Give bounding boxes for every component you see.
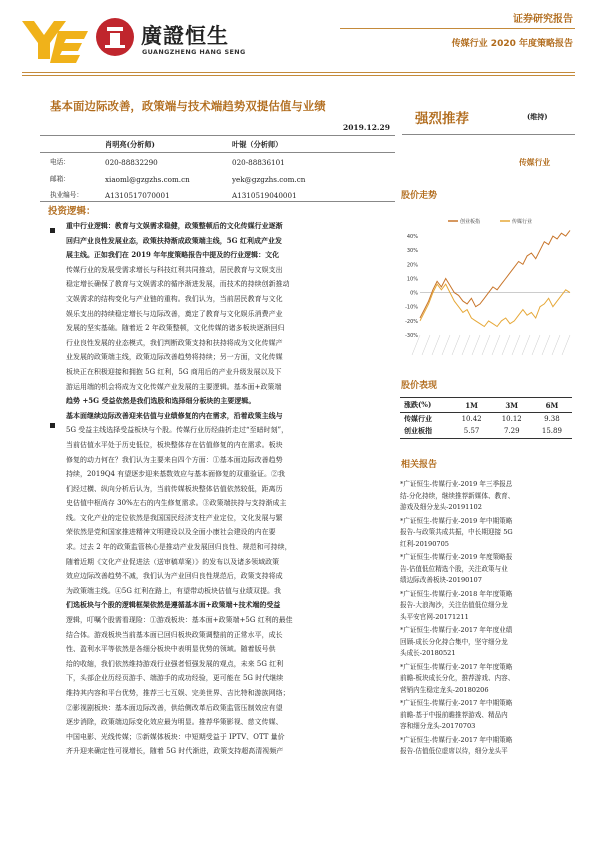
body-line: 娱乐支出的持续稳定增长与边际改善，奠定了教育与文化娱乐消费产业 xyxy=(66,309,283,318)
body-line: 行业良性发展的业态模式，我们判断政策支持和扶持将成为文化传媒产 xyxy=(66,338,283,347)
legend-label: 传媒行业 xyxy=(512,219,533,225)
body-line: 荣依然是党和国家推进精神文明建设以及全面小康社会建设的内在要 xyxy=(66,528,276,537)
legend-label: 创业板指 xyxy=(460,219,481,225)
body-line: 随着近期《文化产业促进法（送审稿草案）》的发布以及诸多领域政策 xyxy=(66,557,280,566)
brand-seal-icon xyxy=(96,18,134,56)
body-line: 回归产业良性发展业态，政策扶持渐成政策端主线，5G 红利成产业发 xyxy=(66,235,282,245)
related-report-line: 头平安官网-20171211 xyxy=(400,612,469,621)
body-line: 游运用端的机会将成为文化传媒产业发展的主要逻辑。基本面+政策端 xyxy=(66,382,282,391)
x-tick-mark xyxy=(492,335,500,355)
license-rule xyxy=(40,201,395,202)
body-line: 基本面继续边际改善迎来估值与业绩修复的内在需求，沿着政策主线与 xyxy=(66,410,283,420)
body-line: 们选板块与个股的逻辑框架依然是遵循基本面+政策端+技术端的受益 xyxy=(66,600,281,610)
analyst-name-1: 肖明亮(分析师) xyxy=(105,140,155,149)
perf-row-label: 传媒行业 xyxy=(404,413,432,423)
body-line: 求。过去 2 年的政策监管核心是推动产业发展回归良性、规范和可持续， xyxy=(66,543,292,552)
perf-table xyxy=(400,399,572,439)
related-report-line: 容和细分龙头-20170703 xyxy=(400,722,476,730)
body-line: 性、盈利水平等依然是各细分板块中表明显优势的领域。随着版号供 xyxy=(66,645,276,654)
related-title: 相关报告 xyxy=(401,460,438,470)
body-line: 给的收缩，我们依然维持游戏行业强者恒强发展的观点，未来 5G 红利 xyxy=(66,659,284,668)
body-line: 维持其内容和平台优势，推荐三七互娱、完美世界、吉比特和游族网络； xyxy=(66,689,290,697)
x-tick-mark xyxy=(542,335,550,355)
related-report-line: 营销内生稳定龙头-20180206 xyxy=(400,685,489,694)
perf-row xyxy=(400,425,572,438)
related-report-line: *广证恒生-传媒行业-2017 年年度业绩 xyxy=(400,626,513,634)
body-line: 为政策端主线。④5G 红利在路上，有望带动板块估值与业绩双提。我 xyxy=(66,586,281,595)
perf-rule-top xyxy=(400,397,572,398)
phone-label: 电话： xyxy=(50,158,70,166)
analyst-email-1[interactable]: xiaoml@gzgzhs.com.cn xyxy=(105,175,190,184)
analyst-rule xyxy=(40,152,395,153)
related-report-line: 回顾-成长分化持合集中，坚守细分龙 xyxy=(400,637,508,646)
price-chart xyxy=(398,215,574,363)
report-date: 2019.12.29 xyxy=(343,123,390,132)
x-tick-mark xyxy=(552,335,560,355)
license-label: 执业编号： xyxy=(50,191,83,199)
y-tick-label: -10% xyxy=(405,304,418,311)
perf-header-6m: 6M xyxy=(545,400,559,410)
body-line: 线。文化产业的定位依然是我国国民经济支柱产业定位，文化发展与繁 xyxy=(66,513,283,522)
bullet-1 xyxy=(50,228,55,233)
body-line: 5G 受益主线选择受益板块与个股。传媒行业历经曲折走过“至暗时刻”， xyxy=(66,426,289,435)
perf-cell: 15.89 xyxy=(541,427,562,436)
brand-name-cn: 廣證恒生 xyxy=(141,24,229,48)
series-line xyxy=(420,284,570,326)
body-line: 史估值中枢尚存 30%左右的内生修复需求。③政策端扶持与支持渐成主 xyxy=(66,499,287,508)
brand-logo-mark xyxy=(22,17,92,63)
x-tick-mark xyxy=(462,335,470,355)
y-tick-label: 30% xyxy=(406,248,418,255)
x-tick-mark xyxy=(512,335,520,355)
body-line: 逐步消除，政策端边际变化效应最为明显。推荐华策影视、慈文传媒、 xyxy=(66,718,283,727)
related-reports xyxy=(400,477,514,758)
body-line: 趋势 +5G 受益依然是我们选股和选择细分板块的主要逻辑。 xyxy=(66,396,256,406)
perf-row-label: 创业板指 xyxy=(404,426,432,436)
perf-cell: 9.38 xyxy=(544,414,560,423)
x-tick-mark xyxy=(502,335,510,355)
x-tick-mark xyxy=(522,335,530,355)
rating-note: (维持) xyxy=(527,112,548,121)
perf-header-row xyxy=(400,399,572,412)
perf-title: 股价表现 xyxy=(401,381,438,391)
perf-cell: 10.42 xyxy=(461,414,482,423)
brand-name-en: GUANGZHENG HANG SENG xyxy=(142,48,246,56)
body-line: ②影视剧板块：基本面边际改善，供给侧改革后政策监管压制效应有望 xyxy=(66,703,283,712)
perf-row xyxy=(400,412,572,425)
report-type: 证券研究报告 xyxy=(513,14,573,25)
y-tick-label: -20% xyxy=(405,318,418,325)
related-report-line: *广证恒生-传媒行业-2019 年中期策略 xyxy=(400,516,513,525)
perf-cell: 7.29 xyxy=(503,427,520,436)
body-line: 下，头部企业历经页游手、端游手的成功经验，更可能在 5G 时代继续 xyxy=(66,674,284,683)
body-text xyxy=(66,219,293,759)
series-line xyxy=(420,230,570,318)
trend-title: 股价走势 xyxy=(401,191,438,201)
y-tick-label: 40% xyxy=(406,234,418,241)
body-line: 当前估值水平处于历史低位，板块整体存在估值修复的内在需求。板块 xyxy=(66,440,283,449)
related-report-line: *广证恒生-传媒行业-2017 年中期策略 xyxy=(400,699,513,707)
perf-header-1m: 1M xyxy=(465,400,478,410)
related-report-line: 告-估值低位精选个股，关注政策与业 xyxy=(400,564,508,573)
x-tick-mark xyxy=(442,335,450,355)
report-name: 传媒行业 2020 年度策略报告 xyxy=(451,39,573,49)
perf-cell: 5.57 xyxy=(463,427,480,436)
related-report-line: 报告-大浪淘沙，关注估值低位细分龙 xyxy=(400,601,508,609)
header-rule xyxy=(22,72,575,73)
analyst-phone-2: 020-88836101 xyxy=(232,158,285,167)
body-line: 齐升迎来确定性可视增长，随着 5G 时代渐进，政策支持超高清视频产 xyxy=(66,747,284,756)
bullet-2 xyxy=(50,423,55,428)
analyst-email-2[interactable]: yek@gzgzhs.com.cn xyxy=(232,175,306,184)
related-report-line: 红利-20190705 xyxy=(400,539,449,548)
related-report-line: 前瞻-板块成长分化，推荐游戏、内容、 xyxy=(400,674,515,682)
related-report-line: *广证恒生-传媒行业-2017 年年度策略 xyxy=(400,662,513,671)
body-line: 重中行业逻辑：教育与文娱需求稳健，政策整顿后的文化传媒行业逐渐 xyxy=(66,221,283,230)
x-tick-mark xyxy=(562,335,570,355)
x-tick-mark xyxy=(472,335,480,355)
body-line: 结合体。游戏板块当前基本面已回归板块政策调整前的正常水平，成长 xyxy=(66,630,283,639)
perf-cell: 10.12 xyxy=(501,414,522,423)
analyst-name-2: 叶锟（分析师） xyxy=(232,140,283,149)
body-line: 中国电影、光线传媒；⑤新媒体板块：中短期受益于 IPTV、OTT 量价 xyxy=(66,732,285,741)
body-line: 们经过横、纵向分析后认为，当前传媒板块整体估值依然较低，距离历 xyxy=(66,484,283,493)
body-line: 效应边际改善趋势不减，我们认为产业回归良性规范后，政策支持将成 xyxy=(66,572,283,581)
body-line: 板块正在积极迎接和拥抱 5G 红利，5G 商用后的产业升级发展以及下 xyxy=(66,367,282,376)
analyst-phone-1: 020-88832290 xyxy=(105,158,158,167)
body-line: 业发展的政策端主线，政策边际改善趋势将持续；另一方面，文化传媒 xyxy=(66,353,283,362)
related-report-line: *广证恒生-传媒行业-2018 年年度策略 xyxy=(400,589,513,598)
body-line: 持续，2019Q4 有望逐步迎来基数效应与基本面修复的双重验证。②我 xyxy=(66,470,285,479)
related-report-line: 前瞻-基于中报前瞻推荐游戏、精品内 xyxy=(400,710,508,719)
body-line: 发展的坚实基础。随着近 2 年政策整顿，文化传媒的诸多板块逐渐回归 xyxy=(66,324,285,333)
related-report-line: 结-分化持续，继续推荐新媒体、教育、 xyxy=(400,491,515,500)
y-tick-label: -30% xyxy=(405,333,418,339)
header-rule-top xyxy=(340,28,575,29)
body-line: 展主线。正如我们在 2019 年年度策略报告中提及的行业逻辑：文化 xyxy=(66,250,280,260)
headline: 基本面边际改善，政策端与技术端趋势双提估值与业绩 xyxy=(50,99,326,113)
body-line: 逻辑，叮嘱个股需看现险：①游戏板块：基本面+政策端+5G 红利的最佳 xyxy=(66,616,293,625)
x-tick-mark xyxy=(432,335,440,355)
header-rule-2 xyxy=(22,75,575,76)
perf-header-label: 涨跌(%) xyxy=(404,400,432,410)
price-chart-svg xyxy=(398,215,574,363)
body-line: 修复的动力何在？我们认为主要来自四个方面：①基本面边际改善趋势 xyxy=(66,455,283,464)
related-report-line: 报告-估值低位虚席以待，细分龙头平 xyxy=(400,747,508,755)
industry-label: 传媒行业 xyxy=(519,158,551,167)
analyst-license-2: A1310519040001 xyxy=(232,191,297,200)
x-tick-mark xyxy=(452,335,460,355)
headline-rule xyxy=(40,135,395,136)
body-line: 传媒行业的发展受需求增长与科技红利共同推动，居民教育与文娱支出 xyxy=(66,265,283,274)
invest-logic-title: 投资逻辑： xyxy=(48,206,96,217)
y-tick-label: 10% xyxy=(406,276,418,283)
related-report-line: *广证恒生-传媒行业-2019 年度策略报 xyxy=(400,553,513,561)
body-line: 文娱需求的结构变化与产业链的重构。我们认为，当前居民教育与文化 xyxy=(66,294,283,303)
x-tick-mark xyxy=(482,335,490,355)
x-tick-mark xyxy=(532,335,540,355)
perf-header-3m: 3M xyxy=(505,400,519,410)
rating-rule xyxy=(402,134,575,135)
analyst-license-1: A1310517070001 xyxy=(105,191,170,200)
related-report-line: *广证恒生-传媒行业-2017 年中期策略 xyxy=(400,735,513,744)
related-report-line: 头成长-20180521 xyxy=(400,649,456,657)
related-report-line: 报告-与政策共成共振，中长期迎接 5G xyxy=(400,528,513,536)
rating: 强烈推荐 xyxy=(415,111,469,127)
x-tick-mark xyxy=(422,335,430,355)
related-report-line: 绩边际改善板块-20190107 xyxy=(400,576,482,584)
y-tick-label: 0% xyxy=(410,290,418,297)
related-report-line: *广证恒生-传媒行业-2019 年三季报总 xyxy=(400,480,513,488)
body-line: 稳定增长确保了教育与文娱需求的循序渐进发展，而技术的持续创新推动 xyxy=(66,280,290,289)
email-label: 邮箱： xyxy=(50,175,70,183)
related-report-line: 游戏及细分龙头-20191102 xyxy=(400,503,482,511)
y-tick-label: 20% xyxy=(406,262,418,269)
